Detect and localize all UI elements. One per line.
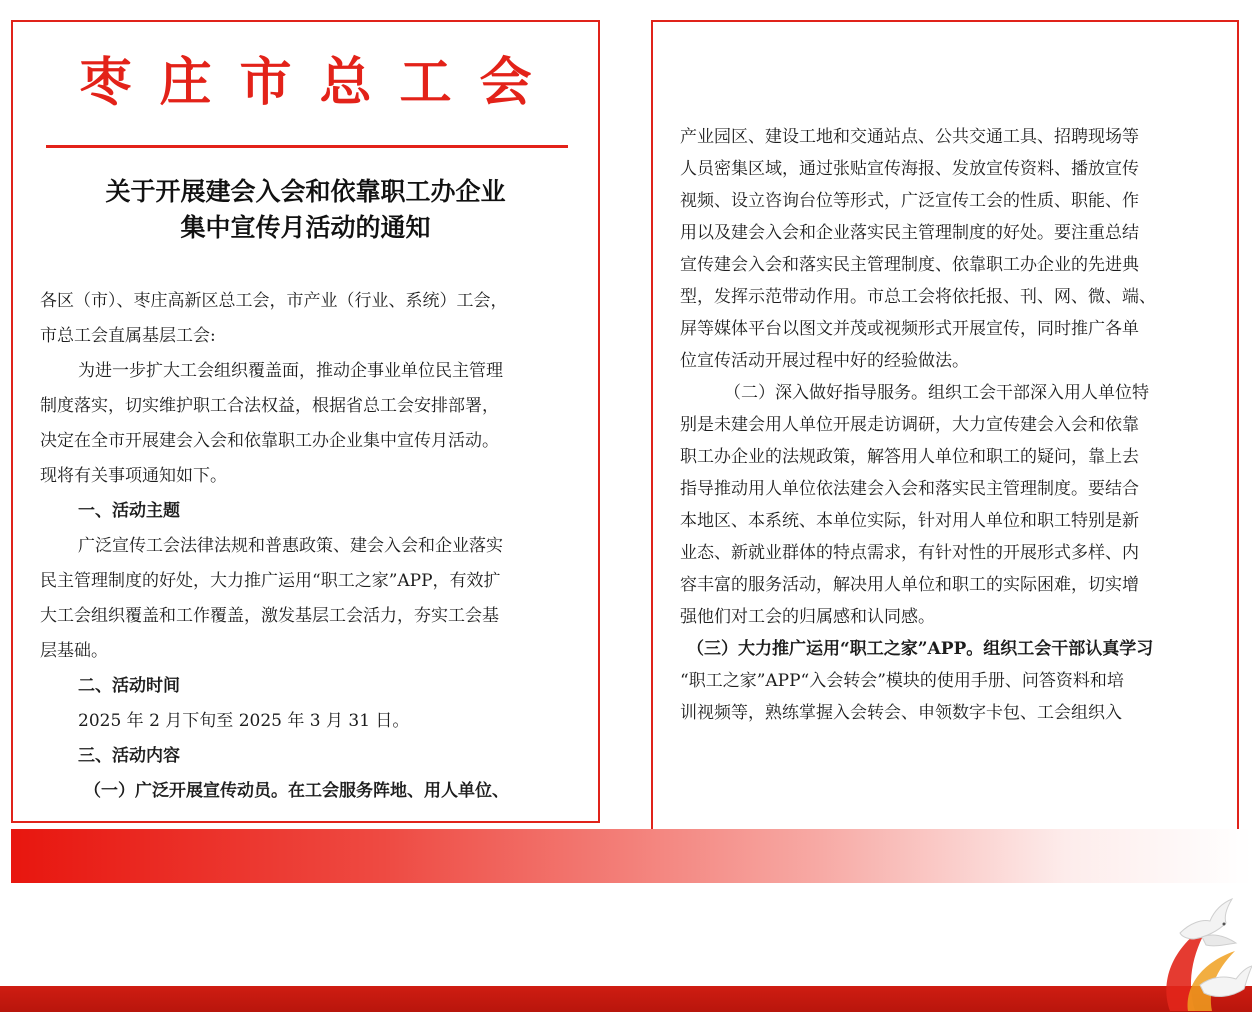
document-title-line-1: 关于开展建会入会和依靠职工办企业 bbox=[105, 177, 506, 206]
right-page bbox=[651, 20, 1239, 832]
subsection-heading: （三）大力推广运用“职工之家”APP。组织工会干部认真学习 bbox=[687, 639, 1154, 659]
body-line: 强他们对工会的归属感和认同感。 bbox=[680, 607, 935, 627]
red-bottom-bar bbox=[0, 986, 1252, 1012]
body-line: 用以及建会入会和企业落实民主管理制度的好处。要注重总结 bbox=[680, 223, 1139, 243]
body-line: 别是未建会用人单位开展走访调研，大力宣传建会入会和依靠 bbox=[680, 415, 1139, 435]
body-line: 职工办企业的法规政策，解答用人单位和职工的疑问，靠上去 bbox=[680, 447, 1139, 467]
body-line: 层基础。 bbox=[40, 641, 108, 661]
body-line: 产业园区、建设工地和交通站点、公共交通工具、招聘现场等 bbox=[680, 127, 1139, 147]
subsection-heading: （一）广泛开展宣传动员。在工会服务阵地、用人单位、 bbox=[84, 781, 509, 801]
body-line: “职工之家”APP“入会转会”模块的使用手册、问答资料和培 bbox=[680, 671, 1124, 691]
subsection-line: （二）深入做好指导服务。组织工会干部深入用人单位特 bbox=[724, 383, 1149, 403]
letterhead: 枣庄市总工会 bbox=[79, 52, 560, 113]
letterhead-red-rule bbox=[46, 145, 568, 148]
body-line: 容丰富的服务活动，解决用人单位和职工的实际困难，切实增 bbox=[680, 575, 1139, 595]
section-heading: 二、活动时间 bbox=[78, 676, 180, 696]
body-line: 业态、新就业群体的特点需求，有针对性的开展形式多样、内 bbox=[680, 543, 1139, 563]
body-line: 2025 年 2 月下旬至 2025 年 3 月 31 日。 bbox=[78, 711, 410, 731]
section-heading: 三、活动内容 bbox=[78, 746, 180, 766]
salutation-line-2: 市总工会直属基层工会: bbox=[40, 326, 216, 346]
body-line: 型，发挥示范带动作用。市总工会将依托报、刊、网、微、端、 bbox=[680, 287, 1156, 307]
body-line: 屏等媒体平台以图文并茂或视频形式开展宣传，同时推广各单 bbox=[680, 319, 1139, 339]
body-line: 现将有关事项通知如下。 bbox=[40, 466, 227, 486]
red-gradient-band bbox=[11, 829, 1252, 883]
body-line: 大工会组织覆盖和工作覆盖，激发基层工会活力，夯实工会基 bbox=[40, 606, 499, 626]
body-line: 位宣传活动开展过程中好的经验做法。 bbox=[680, 351, 969, 371]
body-line: 视频、设立咨询台位等形式，广泛宣传工会的性质、职能、作 bbox=[680, 191, 1139, 211]
dove-icon bbox=[1140, 893, 1252, 1012]
body-line: 决定在全市开展建会入会和依靠职工办企业集中宣传月活动。 bbox=[40, 431, 499, 451]
body-line: 为进一步扩大工会组织覆盖面，推动企事业单位民主管理 bbox=[78, 361, 503, 381]
body-line: 本地区、本系统、本单位实际，针对用人单位和职工特别是新 bbox=[680, 511, 1139, 531]
section-heading: 一、活动主题 bbox=[78, 501, 180, 521]
body-line: 广泛宣传工会法律法规和普惠政策、建会入会和企业落实 bbox=[78, 536, 503, 556]
body-line: 训视频等，熟练掌握入会转会、申领数字卡包、工会组织入 bbox=[680, 703, 1122, 723]
body-line: 人员密集区域，通过张贴宣传海报、发放宣传资料、播放宣传 bbox=[680, 159, 1139, 179]
body-line: 指导推动用人单位依法建会入会和落实民主管理制度。要结合 bbox=[680, 479, 1139, 499]
body-line: 宣传建会入会和落实民主管理制度、依靠职工办企业的先进典 bbox=[680, 255, 1139, 275]
document-title-line-2: 集中宣传月活动的通知 bbox=[180, 213, 431, 242]
salutation-line-1: 各区（市）、枣庄高新区总工会，市产业（行业、系统）工会， bbox=[40, 291, 508, 311]
body-line: 民主管理制度的好处，大力推广运用“职工之家”APP，有效扩 bbox=[40, 571, 501, 591]
body-line: 制度落实，切实维护职工合法权益，根据省总工会安排部署， bbox=[40, 396, 499, 416]
left-page bbox=[11, 20, 600, 823]
